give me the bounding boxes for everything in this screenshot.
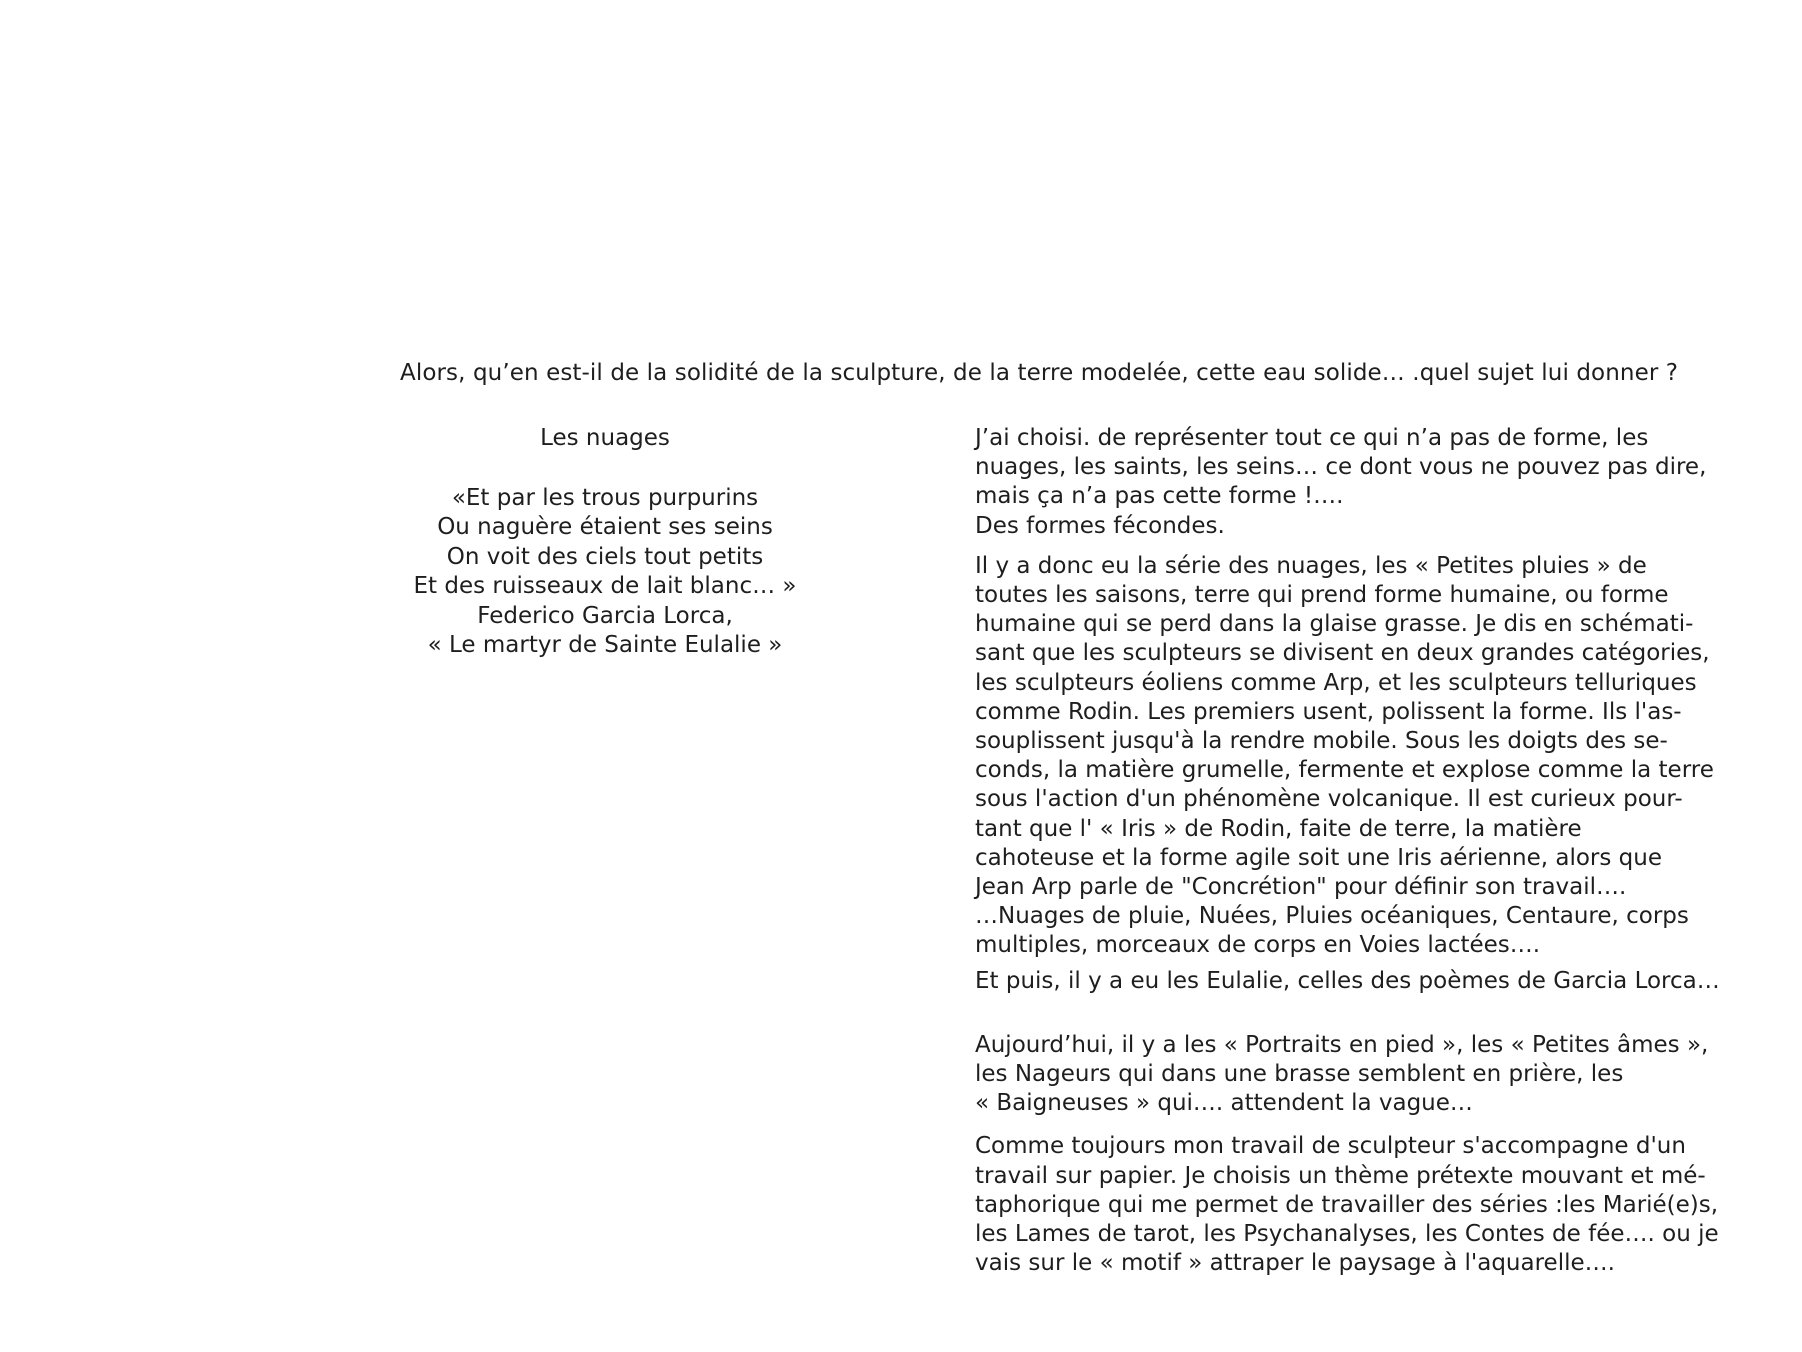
text-line: humaine qui se perd dans la glaise grasse. Je dis en schémati- — [975, 611, 1694, 638]
paragraph-forms — [975, 424, 1795, 541]
text-line: Des formes fécondes. — [975, 512, 1225, 539]
text-line: sant que les sculpteurs se divisent en deux grandes catégories, — [975, 640, 1710, 667]
text-line: toutes les saisons, terre qui prend forme humaine, ou forme — [975, 582, 1669, 609]
text-line: multiples, morceaux de corps en Voies lactées…. — [975, 932, 1541, 959]
intro-question: Alors, qu’en est-il de la solidité de la sculpture, de la terre modelée, cette eau solide… .quel sujet lui donner ? — [400, 360, 1679, 386]
text-line: Jean Arp parle de "Concrétion" pour définir son travail…. — [975, 874, 1627, 901]
text-line: J’ai choisi. de représenter tout ce qui n’a pas de forme, les — [975, 425, 1649, 451]
paragraph-clouds — [975, 552, 1795, 961]
poem-title: Les nuages — [540, 425, 670, 451]
text-line: les Lames de tarot, les Psychanalyses, les Contes de fée…. ou je — [975, 1221, 1719, 1248]
poem-line: «Et par les trous purpurins — [451, 484, 759, 511]
text-line: cahoteuse et la forme agile soit une Iris aérienne, alors que — [975, 844, 1662, 871]
essay-column — [975, 424, 1795, 1278]
poem-line: Ou naguère étaient ses seins — [437, 514, 773, 540]
text-line: vais sur le « motif » attraper le paysage à l'aquarelle…. — [975, 1250, 1615, 1277]
text-line: comme Rodin. Les premiers usent, polissent la forme. Ils l'as- — [975, 698, 1682, 725]
paragraph-today — [975, 1031, 1795, 1119]
text-line: conds, la matière grumelle, fermente et explose comme la terre — [975, 757, 1714, 784]
poem-line: Et des ruisseaux de lait blanc… » — [413, 573, 797, 599]
text-line: sous l'action d'un phénomène volcanique. Il est curieux pour- — [975, 786, 1683, 813]
text-line: nuages, les saints, les seins… ce dont vous ne pouvez pas dire, — [975, 454, 1707, 481]
text-line: travail sur papier. Je choisis un thème prétexte mouvant et mé- — [975, 1162, 1706, 1189]
text-line: les Nageurs qui dans une brasse semblent en prière, les — [975, 1061, 1624, 1088]
text-line: tant que l' « Iris » de Rodin, faite de terre, la matière — [975, 815, 1582, 842]
paragraph-eulalie — [975, 967, 1795, 996]
text-line: Et puis, il y a eu les Eulalie, celles des poèmes de Garcia Lorca… — [975, 967, 1720, 994]
poem-source: « Le martyr de Sainte Eulalie » — [427, 632, 783, 658]
text-line: …Nuages de pluie, Nuées, Pluies océaniques, Centaure, corps — [975, 903, 1689, 930]
poem-line: On voit des ciels tout petits — [446, 543, 764, 570]
poem-author: Federico Garcia Lorca, — [477, 602, 733, 629]
paragraph-paper-work — [975, 1132, 1795, 1278]
text-line: Comme toujours mon travail de sculpteur s'accompagne d'un — [975, 1133, 1686, 1160]
text-line: souplissent jusqu'à la rendre mobile. Sous les doigts des se- — [975, 728, 1668, 755]
text-line: mais ça n’a pas cette forme !…. — [975, 483, 1344, 510]
text-line: les sculpteurs éoliens comme Arp, et les sculpteurs telluriques — [975, 669, 1697, 696]
text-line: taphorique qui me permet de travailler des séries :les Marié(e)s, — [975, 1191, 1719, 1218]
text-line: « Baigneuses » qui…. attendent la vague… — [975, 1090, 1473, 1117]
text-line: Il y a donc eu la série des nuages, les « Petites pluies » de — [975, 552, 1647, 579]
poem-block — [380, 424, 830, 661]
text-line: Aujourd’hui, il y a les « Portraits en pied », les « Petites âmes », — [975, 1031, 1709, 1058]
